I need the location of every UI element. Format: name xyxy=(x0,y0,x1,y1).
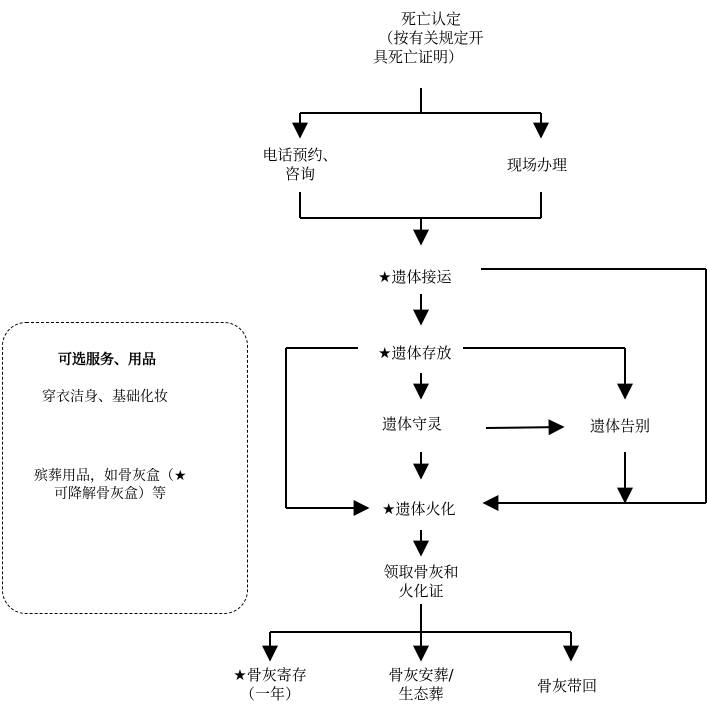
collect-line2: 火化证 xyxy=(398,582,444,600)
node-collect xyxy=(371,563,471,601)
node-deposit xyxy=(220,666,320,704)
node-farewell: 遗体告别 xyxy=(590,417,651,435)
node-onsite: 现场办理 xyxy=(507,156,568,174)
death-confirm-line1: 死亡认定 xyxy=(400,10,461,28)
death-confirm-line3: 具死亡证明） xyxy=(372,48,463,66)
deposit-line1: ★骨灰寄存 xyxy=(233,666,307,684)
optional-item-dressing: 穿衣洁身、基础化妆 xyxy=(42,389,168,405)
node-cremation: ★遗体火化 xyxy=(382,500,456,518)
deposit-line2: （一年） xyxy=(239,685,300,703)
node-vigil: 遗体守灵 xyxy=(382,415,443,433)
burial-line1: 骨灰安葬/ xyxy=(388,666,454,684)
burial-line2: 生态葬 xyxy=(398,685,444,703)
optional-services-title: 可选服务、用品 xyxy=(58,352,156,368)
optional-item-supplies-line2: 可降解骨灰盒）等 xyxy=(54,486,166,502)
node-burial xyxy=(371,666,471,704)
node-phone-booking xyxy=(250,146,350,184)
phone-booking-line2: 咨询 xyxy=(284,165,315,183)
arrow-vigil-to-farewell xyxy=(486,427,563,428)
phone-booking-line1: 电话预约、 xyxy=(262,146,338,164)
death-confirm-line2: （按有关规定开 xyxy=(378,29,484,47)
collect-line1: 领取骨灰和 xyxy=(383,563,459,581)
node-transport: ★遗体接运 xyxy=(378,268,452,286)
node-death-confirm xyxy=(356,10,506,67)
node-take-home: 骨灰带回 xyxy=(537,677,598,695)
node-storage: ★遗体存放 xyxy=(378,344,452,362)
optional-item-supplies-line1: 殡葬用品，如骨灰盒（★ xyxy=(34,468,187,484)
